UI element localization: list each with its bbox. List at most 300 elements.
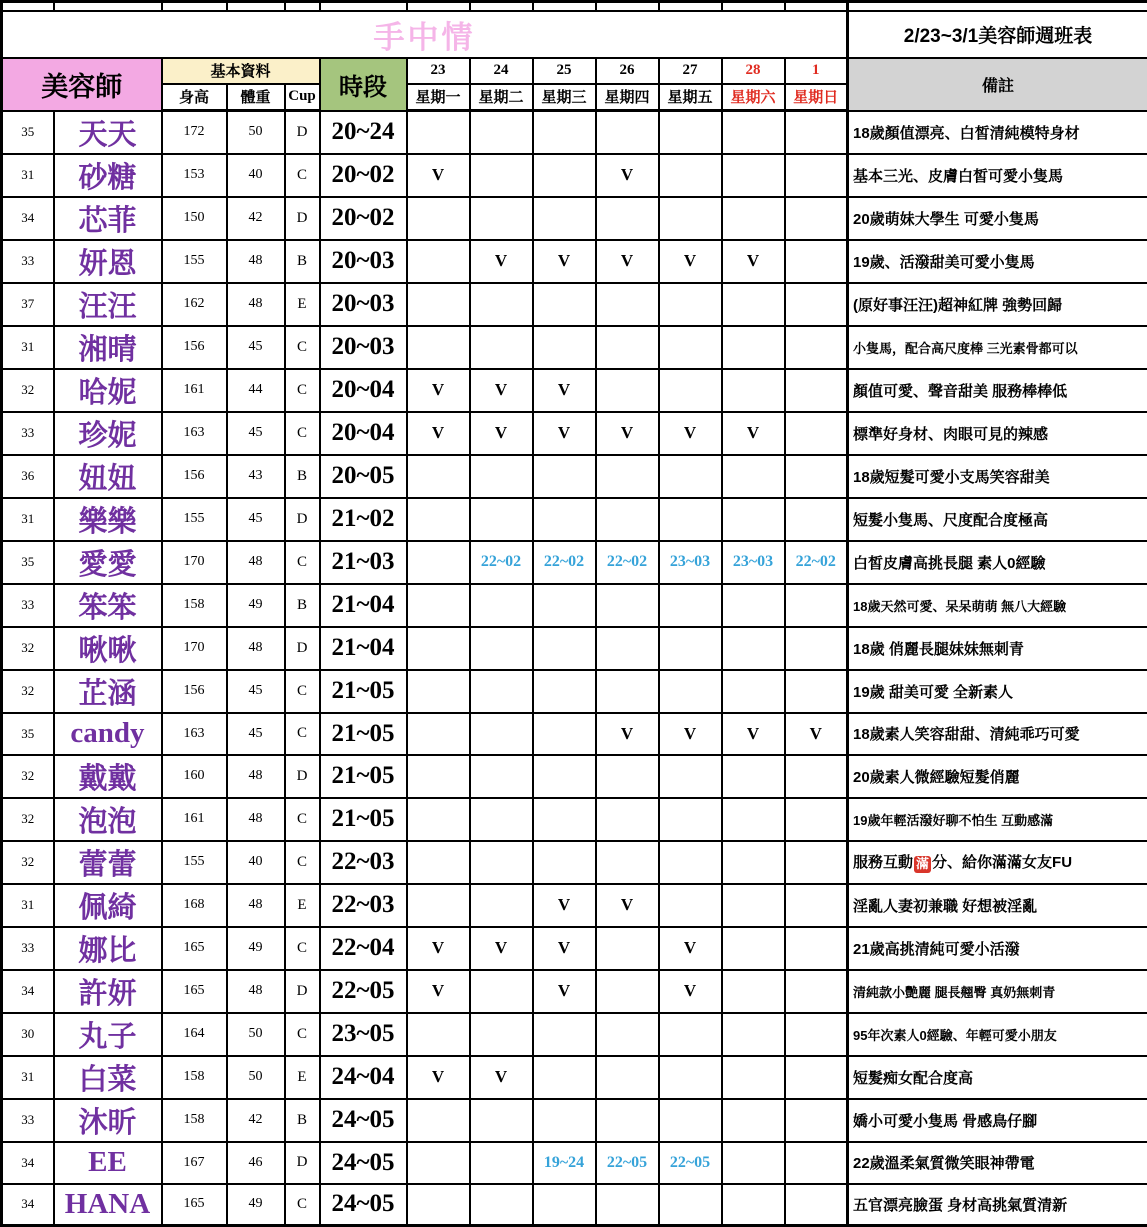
schedule-cell [722,970,785,1013]
name-cell: 白菜 [54,1056,162,1099]
staff-row [2,884,1147,927]
schedule-cell [785,498,848,541]
schedule-cell [470,1099,533,1142]
staff-row [2,369,1147,412]
height-cell: 156 [162,670,227,713]
weight-cell: 45 [227,713,285,755]
weight-cell: 49 [227,1184,285,1226]
time-slot-cell: 20~24 [320,111,407,154]
name-cell: 沐昕 [54,1099,162,1142]
remark-cell: 白皙皮膚高挑長腿 素人0經驗 [848,541,1147,584]
remark-cell: 18歲 俏麗長腿妹妹無刺青 [848,627,1147,670]
weight-cell: 48 [227,541,285,584]
date-header: 27 [659,58,722,84]
schedule-cell [470,798,533,841]
staff-row [2,197,1147,240]
staff-row [2,713,1147,755]
weight-cell: 44 [227,369,285,412]
remark-cell: 基本三光、皮膚白皙可愛小隻馬 [848,154,1147,197]
time-slot-cell: 24~05 [320,1142,407,1184]
schedule-cell [407,713,470,755]
schedule-cell: V [470,1056,533,1099]
schedule-cell: V [407,1056,470,1099]
time-slot-cell: 21~05 [320,798,407,841]
schedule-cell [785,627,848,670]
staff-row [2,1099,1147,1142]
date-header: 25 [533,58,596,84]
schedule-cell [470,1142,533,1184]
schedule-cell: V [596,240,659,283]
name-cell: EE [54,1142,162,1184]
height-cell: 155 [162,240,227,283]
schedule-cell [722,584,785,627]
age-cell: 30 [2,1013,54,1056]
schedule-cell [596,111,659,154]
schedule-cell [407,1013,470,1056]
staff-row [2,841,1147,884]
schedule-cell: V [407,369,470,412]
remark-cell: 18歲天然可愛、呆呆萌萌 無八大經驗 [848,584,1147,627]
remark-cell: 服務互動 滿 分、給你滿滿女友FU [848,841,1147,884]
height-cell: 156 [162,326,227,369]
schedule-cell [659,498,722,541]
schedule-cell [533,1013,596,1056]
schedule-cell [533,283,596,326]
age-cell: 33 [2,240,54,283]
schedule-cell [659,884,722,927]
schedule-cell [596,1013,659,1056]
weekday-header: 星期六 [722,84,785,111]
schedule-cell [722,841,785,884]
height-cell: 165 [162,1184,227,1226]
remark-cell: 18歲短髮可愛小支馬笑容甜美 [848,455,1147,498]
time-slot-cell: 21~05 [320,755,407,798]
height-cell: 164 [162,1013,227,1056]
remark-cell: 20歲萌妹大學生 可愛小隻馬 [848,197,1147,240]
age-cell: 32 [2,841,54,884]
schedule-cell [596,584,659,627]
name-cell: candy [54,713,162,755]
schedule-cell [470,111,533,154]
schedule-cell [785,927,848,970]
schedule-cell [407,841,470,884]
remark-cell: 20歲素人微經驗短髮俏麗 [848,755,1147,798]
remark-cell: 22歲溫柔氣質微笑眼神帶電 [848,1142,1147,1184]
staff-row [2,455,1147,498]
time-slot-cell: 20~02 [320,154,407,197]
schedule-cell [659,369,722,412]
schedule-cell [470,455,533,498]
schedule-cell [785,755,848,798]
time-slot-cell: 22~04 [320,927,407,970]
schedule-cell [785,798,848,841]
staff-row [2,627,1147,670]
staff-row [2,798,1147,841]
cup-header: Cup [285,84,320,111]
schedule-cell [407,240,470,283]
basic-info-header: 基本資料 [162,58,320,84]
schedule-cell [659,455,722,498]
name-cell: 天天 [54,111,162,154]
height-cell: 170 [162,541,227,584]
height-cell: 172 [162,111,227,154]
schedule-cell: V [659,927,722,970]
name-cell: 哈妮 [54,369,162,412]
schedule-cell [785,154,848,197]
schedule-cell [785,455,848,498]
schedule-cell [533,670,596,713]
staff-row [2,1184,1147,1226]
age-cell: 34 [2,1184,54,1226]
schedule-cell [470,1184,533,1226]
date-header: 28 [722,58,785,84]
schedule-cell [596,970,659,1013]
staff-row [2,1056,1147,1099]
schedule-cell [785,412,848,455]
age-cell: 32 [2,369,54,412]
height-header: 身高 [162,84,227,111]
full-mark-badge: 滿 [914,856,931,872]
age-cell: 35 [2,541,54,584]
schedule-cell [722,1184,785,1226]
time-slot-cell: 21~04 [320,627,407,670]
age-cell: 31 [2,326,54,369]
schedule-cell [533,326,596,369]
name-cell: 妍恩 [54,240,162,283]
schedule-cell [722,326,785,369]
schedule-cell [659,627,722,670]
schedule-cell [407,111,470,154]
schedule-cell [659,1056,722,1099]
staff-row [2,670,1147,713]
schedule-cell [470,755,533,798]
schedule-cell [470,197,533,240]
staff-row [2,927,1147,970]
cup-cell: C [285,369,320,412]
staff-row [2,970,1147,1013]
time-slot-cell: 20~02 [320,197,407,240]
height-cell: 167 [162,1142,227,1184]
schedule-cell [470,584,533,627]
schedule-cell [596,498,659,541]
schedule-cell: 22~02 [596,541,659,584]
schedule-cell: 23~03 [722,541,785,584]
schedule-cell [659,283,722,326]
schedule-cell: V [533,970,596,1013]
schedule-cell [596,283,659,326]
schedule-cell [659,584,722,627]
schedule-cell: 22~05 [659,1142,722,1184]
weekday-header: 星期一 [407,84,470,111]
name-cell: 笨笨 [54,584,162,627]
schedule-cell [407,541,470,584]
schedule-cell: V [596,412,659,455]
time-slot-header: 時段 [320,58,407,111]
schedule-cell [722,927,785,970]
schedule-cell [785,970,848,1013]
schedule-cell [785,1013,848,1056]
subtitle-cell [848,11,1147,58]
staff-row [2,541,1147,584]
schedule-cell [407,326,470,369]
schedule-cell [659,111,722,154]
age-cell: 32 [2,627,54,670]
height-cell: 150 [162,197,227,240]
height-cell: 161 [162,798,227,841]
schedule-cell [407,670,470,713]
age-cell: 31 [2,1056,54,1099]
schedule-cell [722,755,785,798]
time-slot-cell: 22~03 [320,884,407,927]
schedule-cell: 22~02 [533,541,596,584]
time-slot-cell: 23~05 [320,1013,407,1056]
schedule-cell [659,755,722,798]
time-slot-cell: 20~03 [320,283,407,326]
schedule-cell [533,713,596,755]
remark-cell: 標準好身材、肉眼可見的辣感 [848,412,1147,455]
time-slot-cell: 24~05 [320,1099,407,1142]
schedule-cell [785,1184,848,1226]
name-cell: 戴戴 [54,755,162,798]
weight-cell: 40 [227,154,285,197]
schedule-cell [407,1099,470,1142]
week-range-subtitle: 2/23~3/1美容師週班表 [904,26,1093,47]
schedule-cell [533,841,596,884]
name-cell: 樂樂 [54,498,162,541]
schedule-cell [407,1142,470,1184]
schedule-cell [533,197,596,240]
cup-cell: E [285,1056,320,1099]
weight-cell: 46 [227,1142,285,1184]
time-slot-cell: 20~03 [320,240,407,283]
schedule-cell [533,154,596,197]
remarks-header: 備註 [848,58,1147,111]
time-slot-cell: 22~03 [320,841,407,884]
schedule-cell [785,240,848,283]
schedule-cell: V [533,369,596,412]
schedule-cell: V [533,927,596,970]
schedule-cell [596,197,659,240]
schedule-cell [659,1099,722,1142]
height-cell: 158 [162,1099,227,1142]
schedule-cell [722,1013,785,1056]
age-cell: 32 [2,670,54,713]
weight-cell: 49 [227,584,285,627]
weight-cell: 48 [227,798,285,841]
cup-cell: D [285,1142,320,1184]
schedule-cell: 22~05 [596,1142,659,1184]
weekday-header: 星期日 [785,84,848,111]
time-slot-cell: 21~02 [320,498,407,541]
schedule-cell: V [659,240,722,283]
schedule-cell [596,1056,659,1099]
schedule-cell [722,798,785,841]
schedule-cell [596,455,659,498]
schedule-cell [470,841,533,884]
cup-cell: B [285,584,320,627]
schedule-cell: V [596,884,659,927]
height-cell: 163 [162,713,227,755]
age-cell: 36 [2,455,54,498]
height-cell: 168 [162,884,227,927]
remark-cell: 嬌小可愛小隻馬 骨感鳥仔腳 [848,1099,1147,1142]
weight-cell: 42 [227,1099,285,1142]
schedule-cell [659,798,722,841]
remark-cell: 18歲素人笑容甜甜、清純乖巧可愛 [848,713,1147,755]
time-slot-cell: 20~04 [320,412,407,455]
schedule-cell: V [722,412,785,455]
weight-cell: 48 [227,283,285,326]
cup-cell: C [285,541,320,584]
age-cell: 37 [2,283,54,326]
schedule-cell [596,1184,659,1226]
time-slot-cell: 21~04 [320,584,407,627]
weight-cell: 45 [227,326,285,369]
schedule-cell [407,584,470,627]
remark-cell: 小隻馬，配合高尺度棒 三光素骨都可以 [848,326,1147,369]
weight-cell: 48 [227,970,285,1013]
weight-cell: 42 [227,197,285,240]
age-cell: 31 [2,498,54,541]
time-slot-cell: 21~05 [320,713,407,755]
remark-cell: 淫亂人妻初兼職 好想被淫亂 [848,884,1147,927]
schedule-cell: V [596,713,659,755]
time-slot-cell: 21~05 [320,670,407,713]
cup-cell: C [285,326,320,369]
remark-cell: 18歲顏值漂亮、白皙清純模特身材 [848,111,1147,154]
height-cell: 155 [162,841,227,884]
age-cell: 31 [2,884,54,927]
weight-cell: 48 [227,627,285,670]
cup-cell: B [285,1099,320,1142]
schedule-cell: 23~03 [659,541,722,584]
cup-cell: D [285,627,320,670]
schedule-cell [470,326,533,369]
cup-cell: C [285,154,320,197]
age-cell: 33 [2,1099,54,1142]
name-cell: 芷涵 [54,670,162,713]
schedule-cell [407,1184,470,1226]
schedule-cell [407,455,470,498]
schedule-cell [722,283,785,326]
schedule-cell [470,283,533,326]
schedule-cell: V [470,240,533,283]
schedule-cell [407,755,470,798]
cup-cell: D [285,197,320,240]
schedule-cell [596,670,659,713]
weight-cell: 50 [227,1013,285,1056]
cup-cell: C [285,713,320,755]
schedule-cell [470,970,533,1013]
cup-cell: C [285,927,320,970]
cup-cell: C [285,798,320,841]
schedule-cell [659,154,722,197]
name-cell: 佩綺 [54,884,162,927]
time-slot-cell: 24~04 [320,1056,407,1099]
schedule-cell [533,627,596,670]
schedule-cell [785,884,848,927]
staff-row [2,283,1147,326]
cup-cell: E [285,283,320,326]
schedule-cell [596,627,659,670]
age-cell: 35 [2,713,54,755]
staff-row [2,755,1147,798]
weekday-header: 星期二 [470,84,533,111]
schedule-cell [596,927,659,970]
weight-cell: 50 [227,111,285,154]
cup-cell: C [285,841,320,884]
schedule-cell [785,584,848,627]
age-cell: 31 [2,154,54,197]
page-title: 手中情 [374,20,476,55]
schedule-cell [722,154,785,197]
remark-cell: 顏值可愛、聲音甜美 服務棒棒低 [848,369,1147,412]
schedule-cell [722,197,785,240]
schedule-cell [407,283,470,326]
name-cell: 愛愛 [54,541,162,584]
name-cell: 泡泡 [54,798,162,841]
name-cell: 砂糖 [54,154,162,197]
name-cell: 許妍 [54,970,162,1013]
remark-cell: 五官漂亮臉蛋 身材高挑氣質清新 [848,1184,1147,1226]
schedule-cell [659,670,722,713]
staff-row [2,326,1147,369]
schedule-cell: V [596,154,659,197]
schedule-cell [722,369,785,412]
schedule-cell [785,1099,848,1142]
remark-cell: 短髮痴女配合度高 [848,1056,1147,1099]
age-cell: 34 [2,197,54,240]
cup-cell: D [285,498,320,541]
cup-cell: C [285,1013,320,1056]
date-header: 1 [785,58,848,84]
schedule-cell: V [407,970,470,1013]
date-header: 26 [596,58,659,84]
remark-cell: 19歲 甜美可愛 全新素人 [848,670,1147,713]
name-cell: 芯菲 [54,197,162,240]
schedule-cell [533,1056,596,1099]
age-cell: 33 [2,927,54,970]
schedule-cell [596,1099,659,1142]
schedule-cell: V [659,970,722,1013]
schedule-cell [722,111,785,154]
staff-row [2,1142,1147,1184]
schedule-cell [407,884,470,927]
schedule-cell [596,755,659,798]
schedule-cell: V [407,154,470,197]
weight-cell: 45 [227,498,285,541]
staff-row [2,1013,1147,1056]
schedule-cell [722,498,785,541]
schedule-cell: 22~02 [470,541,533,584]
schedule-cell [596,326,659,369]
schedule-cell: V [659,713,722,755]
height-cell: 162 [162,283,227,326]
name-cell: 汪汪 [54,283,162,326]
time-slot-cell: 20~05 [320,455,407,498]
schedule-cell: V [470,927,533,970]
schedule-cell [722,670,785,713]
name-cell: 珍妮 [54,412,162,455]
time-slot-cell: 20~03 [320,326,407,369]
schedule-cell [533,584,596,627]
schedule-cell [722,1099,785,1142]
schedule-cell [785,326,848,369]
schedule-cell [470,154,533,197]
schedule-cell [659,1184,722,1226]
height-cell: 160 [162,755,227,798]
remark-cell: 19歲、活潑甜美可愛小隻馬 [848,240,1147,283]
